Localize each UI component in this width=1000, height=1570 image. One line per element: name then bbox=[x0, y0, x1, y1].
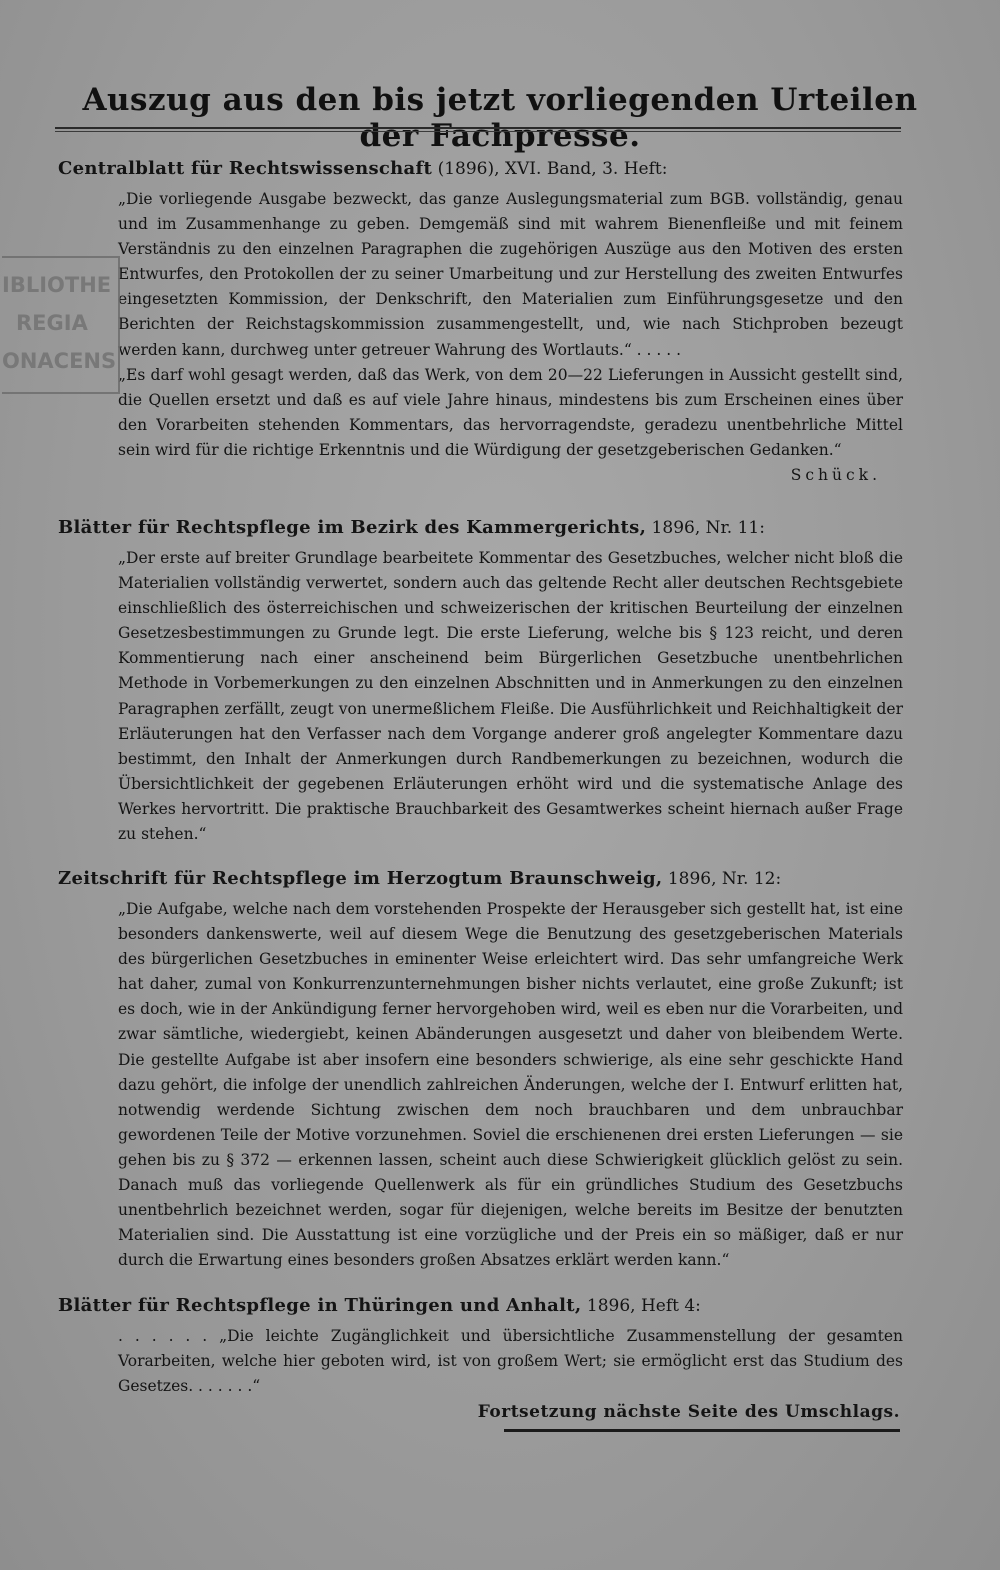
stamp-line: ONACENS bbox=[2, 349, 117, 373]
review-body bbox=[118, 187, 903, 485]
review-signature: Schück. bbox=[790, 466, 881, 485]
review-heading bbox=[58, 516, 903, 540]
title-rule-thin bbox=[55, 131, 901, 132]
review-source: Zeitschrift für Rechtspflege im Herzogtum Braunschweig, bbox=[58, 868, 663, 889]
review-heading bbox=[58, 867, 903, 891]
review-kammergericht bbox=[58, 516, 903, 847]
review-reference: (1896), XVI. Band, 3. Heft: bbox=[432, 159, 668, 179]
review-body bbox=[118, 546, 903, 847]
review-paragraph: . . . . . . „Die leichte Zugänglichkeit und übersichtliche Zusammenstellung der gesamten Vorarbeiten, welche hier geboten wird, ist von großem Wert; sie ermöglicht erst das Studium des Gesetzes. . . . . . .“ bbox=[118, 1327, 903, 1396]
review-source: Blätter für Rechtspflege im Bezirk des Kammergerichts, bbox=[58, 517, 647, 538]
footer-rule bbox=[504, 1429, 900, 1432]
review-heading bbox=[58, 1294, 903, 1318]
review-paragraph: „Die vorliegende Ausgabe bezweckt, das ganze Auslegungsmaterial zum BGB. vollständig, genau und im Zusammenhange zu geben. Demgemäß sind mit wahrem Bienenfleiße und mit feinem Verständnis zu den einzelnen Paragraphen die zugehörigen Auszüge aus den Motiven des ersten Entwurfes, den Protokollen der zu seiner Umarbeitung und zur Herstellung des zweiten Entwurfes eingesetzten Kommission, der Denkschrift, den Materialien zum Einführungsgesetze und den Berichten der Reichstagskommission zusammengestellt, und, wie nach Stichproben bezeugt werden kann, durchweg unter getreuer Wahrung des Wortlauts.“ . . . . . bbox=[118, 190, 903, 359]
review-source: Centralblatt für Rechtswissenschaft bbox=[58, 158, 433, 179]
stamp-line: REGIA bbox=[16, 311, 88, 335]
page-title: Auszug aus den bis jetzt vorliegenden Urteilen der Fachpresse. bbox=[82, 82, 918, 154]
review-body bbox=[118, 897, 903, 1273]
review-paragraph: „Die Aufgabe, welche nach dem vorstehenden Prospekte der Herausgeber sich gestellt hat, ist eine besonders dankenswerte, weil auf diesem Wege die Benutzung des gesetzgeberischen Materials des bürgerlichen Gesetzbuches in eminenter Weise erleichtert wird. Das sehr umfangreiche Werk hat daher, zumal von Konkurrenzunternehmungen bisher nichts verlautet, eine große Zukunft; ist es doch, wie in der Ankündigung ferner hervorgehoben wird, weil es eben nur die Vorarbeiten, und zwar sämtliche, wiedergiebt, keinen Abänderungen ausgesetzt und daher von bleibendem Werte. Die gestellte Aufgabe ist aber insofern eine besonders schwierige, als eine sehr geschickte Hand dazu gehört, die infolge der unendlich zahlreichen Änderungen, welche der I. Entwurf erlitten hat, notwendig werdende Sichtung zwischen dem noch brauchbaren und dem unbrauchbar gewordenen Teile der Motive vorzunehmen. Soviel die erschienenen drei ersten Lieferungen — sie gehen bis zu § 372 — erkennen lassen, scheint auch diese Schwierigkeit glücklich gelöst zu sein. Danach muß das vorliegende Quellenwerk als für ein gründliches Studium des Gesetzbuchs unentbehrlich bezeichnet werden, sogar für diejenigen, welche bereits im Besitze der benutzten Materialien sind. Die Ausstattung ist eine vorzügliche und der Preis ein so mäßiger, daß er nur durch die Erwartung eines besonders großen Absatzes erklärt werden kann.“ bbox=[118, 900, 903, 1270]
review-reference: 1896, Nr. 12: bbox=[662, 869, 782, 889]
review-braunschweig bbox=[58, 867, 903, 1273]
review-source: Blätter für Rechtspflege in Thüringen und Anhalt, bbox=[58, 1295, 582, 1316]
review-paragraph bbox=[118, 363, 903, 485]
review-reference: 1896, Nr. 11: bbox=[646, 518, 765, 538]
title-rule bbox=[55, 127, 901, 129]
review-thueringen bbox=[58, 1294, 903, 1399]
continuation-note: Fortsetzung nächste Seite des Umschlags. bbox=[477, 1402, 900, 1422]
library-stamp bbox=[2, 256, 120, 394]
review-paragraph: „Der erste auf breiter Grundlage bearbeitete Kommentar des Gesetzbuches, welcher nicht bloß die Materialien vollständig verwertet, sondern auch das geltende Recht aller deutschen Rechtsgebiete einschließlich des österreichischen und schweizerischen der kritischen Beurteilung der einzelnen Gesetzesbestimmungen zu Grunde legt. Die erste Lieferung, welche bis § 123 reicht, und deren Kommentierung nach einer anscheinend beim Bürgerlichen Gesetzbuche unentbehrlichen Methode in Vorbemerkungen zu den einzelnen Abschnitten und in Anmerkungen zu den einzelnen Paragraphen zerfällt, zeugt von unermeßlichem Fleiße. Die Ausführlichkeit und Reichhaltigkeit der Erläuterungen hat den Verfasser nach dem Vorgange anderer groß angelegter Kommentare dazu bestimmt, den Inhalt der Anmerkungen durch Randbemerkungen zu bezeichnen, wodurch die Übersichtlichkeit der gegebenen Erläuterungen erhöht wird und die systematische Anlage des Werkes hervortritt. Die praktische Brauchbarkeit des Gesamtwerkes scheint hiernach außer Frage zu stehen.“ bbox=[118, 549, 903, 844]
stamp-line: IBLIOTHE bbox=[2, 273, 112, 297]
review-heading bbox=[58, 157, 903, 181]
review-paragraph-text: „Es darf wohl gesagt werden, daß das Werk, von dem 20—22 Lieferungen in Aussicht gestellt sind, die Quellen ersetzt und daß es auf viele Jahre hinaus, mindestens bis zum Erscheinen eines über den Vorarbeiten stehenden Kommentars, das hervorragendste, geradezu unentbehrliche Mittel sein wird für die richtige Erkenntnis und die Würdigung der gesetzgeberischen Gedanken.“ bbox=[118, 365, 903, 459]
review-centralblatt bbox=[58, 157, 903, 488]
review-body bbox=[118, 1324, 903, 1399]
review-reference: 1896, Heft 4: bbox=[581, 1296, 701, 1316]
